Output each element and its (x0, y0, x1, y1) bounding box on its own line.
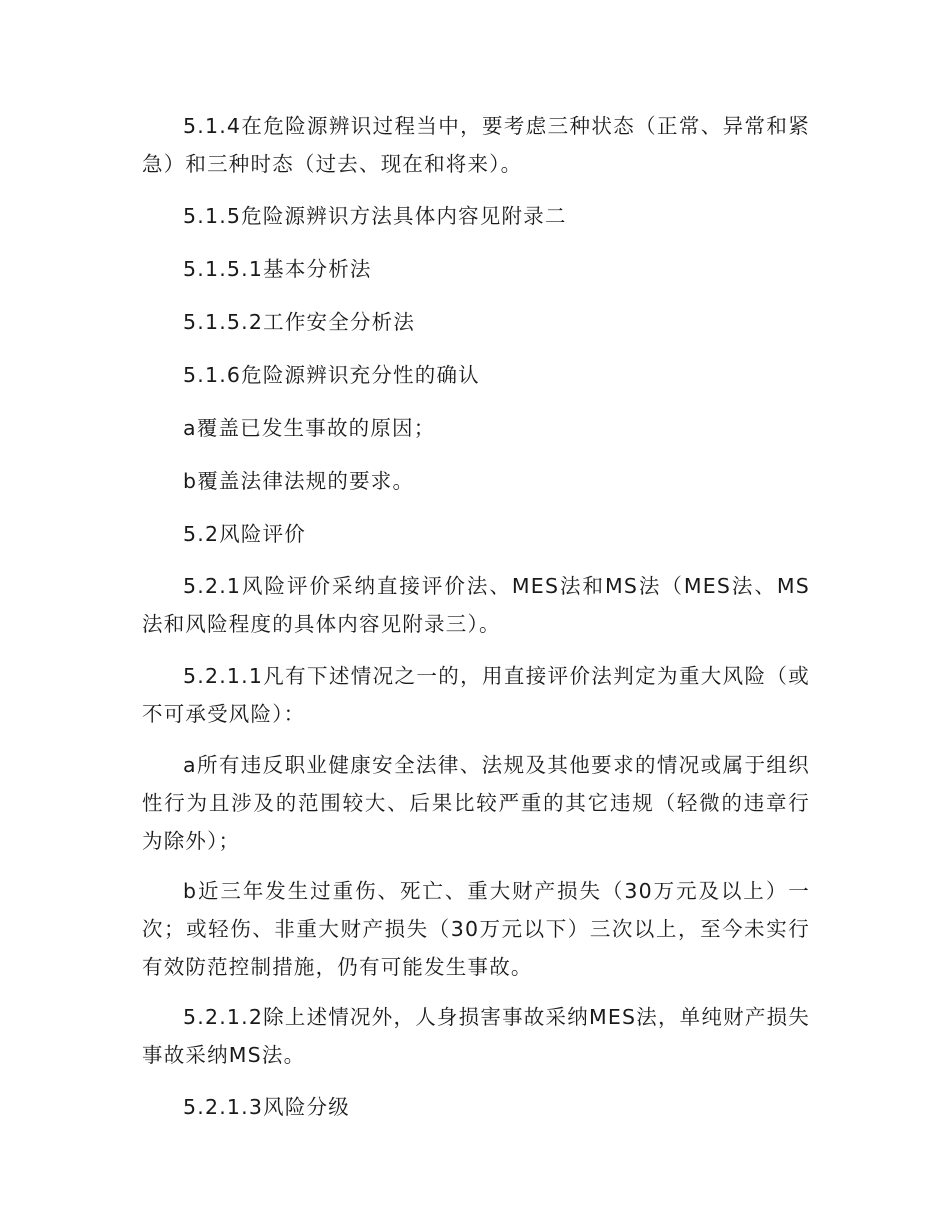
paragraph-5-1-5-2: 5.1.5.2工作安全分析法 (183, 310, 416, 334)
paragraph-5-2-1-2: 5.2.1.2除上述情况外，人身损害事故采纳MES法，单纯财产损失事故采纳MS法。 (142, 1005, 810, 1067)
paragraph-item-a-accident-causes: a覆盖已发生事故的原因； (183, 416, 436, 440)
paragraph-5-2-1: 5.2.1风险评价采纳直接评价法、MES法和MS法（MES法、MS法和风险程度的具体内容见附录三）。 (142, 574, 810, 636)
paragraph-5-2-1-1: 5.2.1.1凡有下述情况之一的，用直接评价法判定为重大风险（或不可承受风险）： (142, 664, 810, 726)
paragraph-5-2-1-3: 5.2.1.3风险分级 (183, 1095, 350, 1119)
paragraph-5-1-5: 5.1.5危险源辨识方法具体内容见附录二 (183, 204, 567, 228)
paragraph-5-2: 5.2风险评价 (183, 522, 307, 546)
paragraph-item-b-accident-history: b近三年发生过重伤、死亡、重大财产损失（30万元及以上）一次；或轻伤、非重大财产损失（30万元以下）三次以上，至今未实行有效防范控制措施，仍有可能发生事故。 (142, 879, 810, 979)
paragraph-5-1-5-1: 5.1.5.1基本分析法 (183, 257, 372, 281)
paragraph-5-1-6: 5.1.6危险源辨识充分性的确认 (183, 363, 480, 387)
paragraph-5-1-4: 5.1.4在危险源辨识过程当中，要考虑三种状态（正常、异常和紧急）和三种时态（过去、现在和将来）。 (142, 114, 810, 176)
paragraph-item-a-violations: a所有违反职业健康安全法律、法规及其他要求的情况或属于组织性行为且涉及的范围较大、后果比较严重的其它违规（轻微的违章行为除外）； (142, 753, 810, 853)
paragraph-item-b-legal-requirements: b覆盖法律法规的要求。 (183, 469, 415, 493)
